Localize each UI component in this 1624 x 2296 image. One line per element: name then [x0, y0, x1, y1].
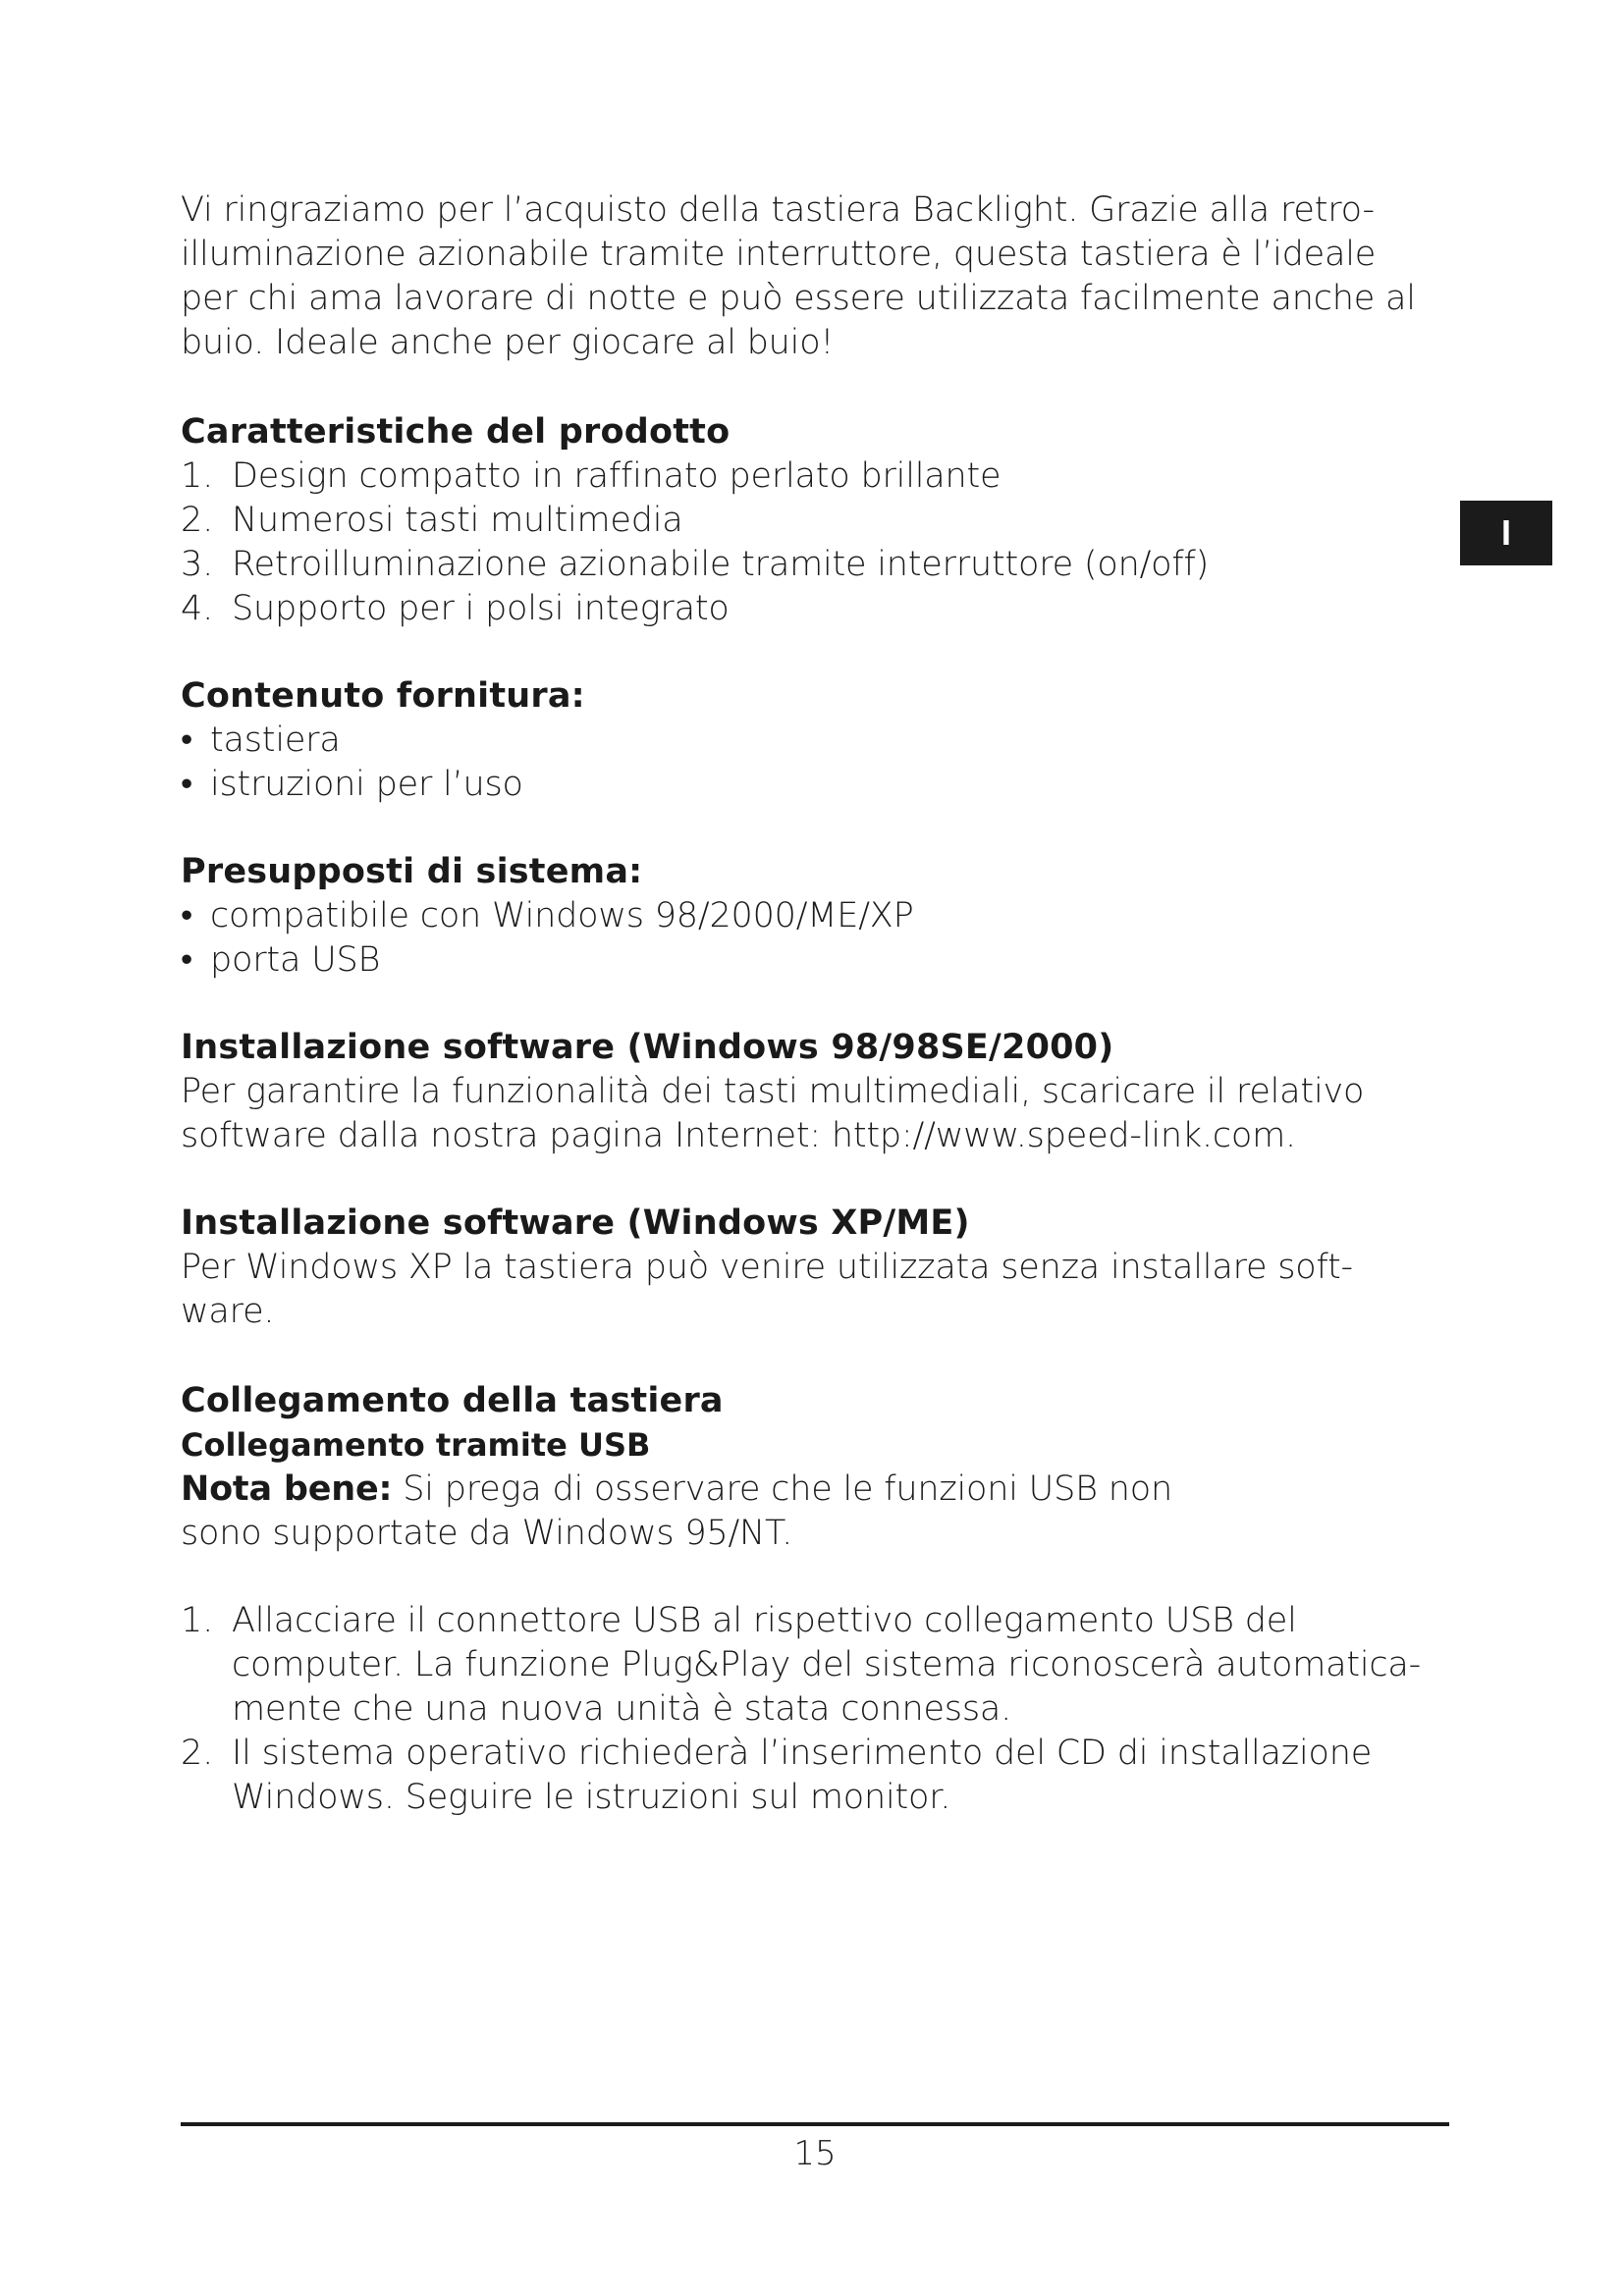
connect-note [181, 1468, 1447, 1556]
connect-heading: Collegamento della tastiera [181, 1381, 724, 1420]
list-text: Supporto per i polsi integrato [232, 589, 730, 628]
list-item [181, 543, 1447, 587]
list-number: 4. [181, 589, 213, 628]
features-section [181, 410, 1447, 631]
bullet-icon: • [181, 940, 193, 980]
list-number: 3. [181, 545, 213, 584]
requirements-list [181, 894, 1447, 983]
note-label: Nota bene: [181, 1469, 393, 1509]
install-xp-text [181, 1246, 1447, 1334]
install-9x-text [181, 1070, 1447, 1158]
text-line: Per garantire la funzionalità dei tasti multimediali, scaricare il relativo [181, 1072, 1365, 1111]
text-line: Per Windows XP la tastiera può venire utilizzata senza installare soft- [181, 1248, 1353, 1287]
text-line: software dalla nostra pagina Internet: http://www.speed-link.com. [181, 1116, 1296, 1155]
list-item [181, 454, 1447, 499]
language-tab: I [1460, 501, 1552, 565]
list-number: 2. [181, 1734, 213, 1773]
list-item [181, 938, 1447, 983]
list-text: Retroilluminazione azionabile tramite interruttore (on/off) [232, 545, 1210, 584]
list-item [181, 1732, 1447, 1820]
list-text: Numerosi tasti multimedia [232, 501, 683, 540]
intro-line: buio. Ideale anche per giocare al buio! [181, 323, 835, 362]
connect-steps [181, 1599, 1447, 1820]
text-line: computer. La funzione Plug&Play del sistema riconoscerà automatica- [232, 1645, 1422, 1684]
text-line: mente che una nuova unità è stata connessa. [232, 1689, 1012, 1729]
list-item [181, 1599, 1447, 1732]
list-number: 1. [181, 1601, 213, 1640]
note-text: Si prega di osservare che le funzioni USB non [392, 1469, 1172, 1509]
note-text: sono supportate da Windows 95/NT. [181, 1514, 792, 1553]
list-item [181, 587, 1447, 631]
list-item [181, 499, 1447, 543]
text-line: ware. [181, 1292, 275, 1331]
contents-section [181, 674, 1447, 807]
features-list [181, 454, 1447, 631]
contents-list [181, 719, 1447, 807]
text-line: Il sistema operativo richiederà l’inserimento del CD di installazione [232, 1734, 1373, 1773]
contents-heading: Contenuto fornitura: [181, 676, 585, 716]
install-9x-section [181, 1026, 1447, 1158]
list-text: compatibile con Windows 98/2000/ME/XP [210, 896, 914, 935]
features-heading: Caratteristiche del prodotto [181, 412, 731, 452]
bullet-icon: • [181, 896, 193, 935]
list-text: porta USB [210, 940, 381, 980]
intro-paragraph [181, 188, 1447, 365]
intro-line: per chi ama lavorare di notte e può essere utilizzata facilmente anche al [181, 279, 1416, 318]
intro-line: illuminazione azionabile tramite interruttore, questa tastiera è l’ideale [181, 235, 1377, 274]
list-item [181, 894, 1447, 938]
list-text: istruzioni per l’uso [210, 765, 523, 804]
list-number: 2. [181, 501, 213, 540]
install-xp-heading: Installazione software (Windows XP/ME) [181, 1203, 970, 1243]
page-content [181, 188, 1447, 1820]
connect-subheading: Collegamento tramite USB [181, 1426, 651, 1464]
text-line: Windows. Seguire le istruzioni sul monitor. [232, 1778, 951, 1817]
list-text: Design compatto in raffinato perlato brillante [232, 456, 1001, 496]
text-line: Allacciare il connettore USB al rispettivo collegamento USB del [232, 1601, 1297, 1640]
connect-section [181, 1379, 1447, 1820]
requirements-section [181, 850, 1447, 983]
install-9x-heading: Installazione software (Windows 98/98SE/2000) [181, 1028, 1114, 1067]
footer-divider [181, 2122, 1449, 2126]
list-item [181, 763, 1447, 807]
bullet-icon: • [181, 721, 193, 760]
list-text [232, 1732, 1447, 1820]
intro-line: Vi ringraziamo per l’acquisto della tastiera Backlight. Grazie alla retro- [181, 190, 1375, 230]
page-number: 15 [793, 2134, 837, 2173]
list-number: 1. [181, 456, 213, 496]
bullet-icon: • [181, 765, 193, 804]
list-text: tastiera [210, 721, 341, 760]
requirements-heading: Presupposti di sistema: [181, 852, 643, 891]
list-text [232, 1599, 1447, 1732]
install-xp-section [181, 1201, 1447, 1334]
list-item [181, 719, 1447, 763]
